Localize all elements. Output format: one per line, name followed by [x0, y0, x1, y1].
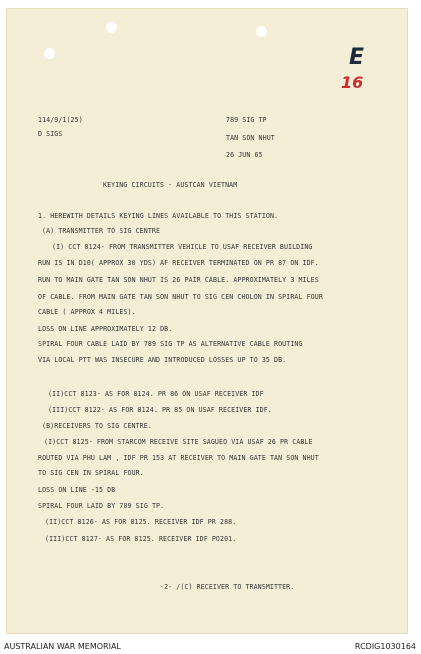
- handwritten-number-annotation: 16: [341, 73, 364, 92]
- archive-footer: [0, 638, 421, 654]
- body-line: LOSS ON LINE APPROXIMATELY 12 DB.: [38, 325, 173, 333]
- location: TAN SON NHUT: [226, 134, 275, 142]
- sender: D SIGS: [38, 130, 63, 138]
- body-line: LOSS ON LINE -15 DB: [38, 486, 116, 494]
- unit: 789 SIG TP: [226, 116, 267, 124]
- punch-hole: [256, 26, 267, 37]
- body-line: 1. HEREWITH DETAILS KEYING LINES AVAILABLE TO THIS STATION.: [38, 212, 279, 220]
- document-title: KEYING CIRCUITS - AUSTCAN VIETNAM: [103, 181, 238, 189]
- date: 26 JUN 65: [226, 151, 263, 159]
- body-line: (I)CCT 8125- FROM STARCOM RECEIVE SITE SAGUEO VIA USAF 26 PR CABLE: [44, 438, 313, 446]
- body-line: (II)CCT 8126- AS FOR 8125. RECEIVER IDF PR 288.: [45, 518, 237, 526]
- archive-id: RCDIG1030164: [354, 642, 416, 651]
- body-line: OF CABLE. FROM MAIN GATE TAN SON NHUT TO SIG CEN CHOLON IN SPIRAL FOUR: [38, 293, 323, 301]
- body-line: CABLE ( APPROX 4 MILES).: [38, 308, 136, 316]
- body-line: (III)CCT 8122- AS FOR 8124. PR 85 ON USAF RECEIVER IDF.: [48, 406, 272, 414]
- archive-name: AUSTRALIAN WAR MEMORIAL: [4, 642, 121, 651]
- punch-hole: [106, 22, 117, 33]
- body-line: RUN TO MAIN GATE TAN SON NHUT IS 26 PAIR CABLE. APPROXIMATELY 3 MILES: [38, 276, 319, 284]
- body-line: (III)CCT 8127- AS FOR 8125. RECEIVER IDF PO201.: [45, 535, 237, 543]
- body-line: (I) CCT 8124- FROM TRANSMITTER VEHICLE TO USAF RECEIVER BUILDING: [52, 243, 313, 251]
- body-line: VIA LOCAL PTT WAS INSECURE AND INTRODUCED LOSSES UP TO 35 DB.: [38, 356, 287, 364]
- body-line: RUN IS IN D10( APPROX 30 YDS) AF RECEIVER TERMINATED ON PR 87 ON IDF.: [38, 259, 319, 267]
- file-reference: 114/9/1(25): [38, 116, 83, 124]
- body-line: SPIRAL FOUR LAID BY 789 SIG TP.: [38, 502, 165, 510]
- body-line: SPIRAL FOUR CABLE LAID BY 789 SIG TP AS ALTERNATIVE CABLE ROUTING: [38, 340, 303, 348]
- punch-hole: [44, 48, 55, 59]
- handwritten-letter-annotation: E: [349, 45, 365, 70]
- body-line: ROUTED VIA PHU LAM , IDF PR 153 AT RECEIVER TO MAIN GATE TAN SON NHUT: [38, 454, 319, 462]
- continuation-line: -2- /(C) RECEIVER TO TRANSMITTER.: [160, 583, 295, 591]
- body-line: TO SIG CEN IN SPIRAL FOUR.: [38, 469, 144, 477]
- body-line: (II)CCT 8123- AS FOR 8124. PR 86 ON USAF RECEIVER IDF: [48, 390, 264, 398]
- body-line: (A) TRANSMITTER TO SIG CENTRE: [42, 227, 161, 235]
- body-line: (B)RECEIVERS TO SIG CENTRE.: [42, 422, 152, 430]
